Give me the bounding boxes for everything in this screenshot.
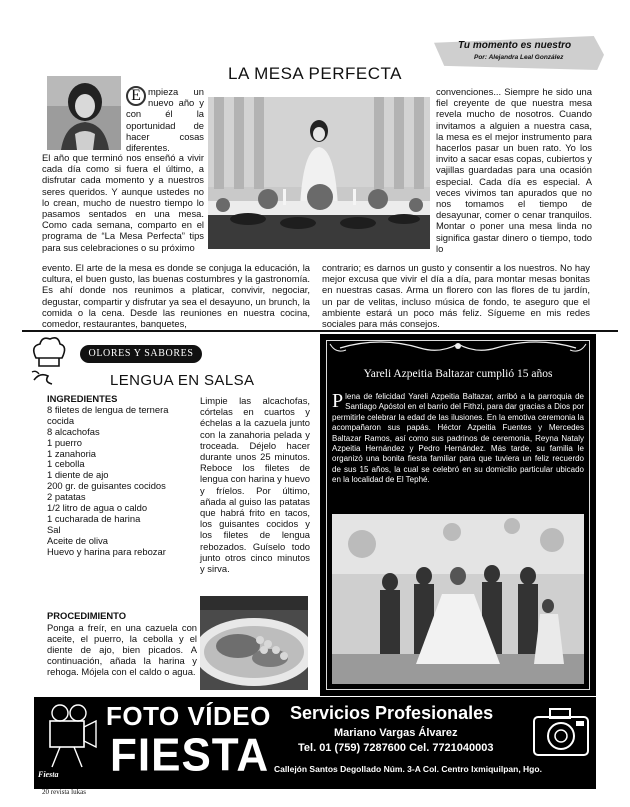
- ingredient-item: 1 cucharada de harina: [47, 512, 141, 524]
- ingredient-item: Huevo y harina para rebozar: [47, 545, 166, 557]
- social-title: Yareli Azpeitia Baltazar cumplió 15 años: [363, 368, 553, 380]
- ingredient-item: 200 gr. de guisantes cocidos: [47, 480, 166, 492]
- article-dropcap: E: [126, 86, 146, 106]
- ingredient-item: 1 cebolla: [47, 458, 85, 470]
- ad-contact-name: Mariano Vargas Álvarez: [334, 727, 458, 739]
- ad-services: Servicios Profesionales: [290, 703, 494, 723]
- ingredient-item: 1 diente de ajo: [47, 469, 109, 481]
- article-paragraph-5: contrario; es darnos un gusto y consentir a los nuestros. No hay mejor excusa que vivir el día a día, para montar mesas bonitas en nuestras casas. Arma un florero con las flores de tu jardín, un par de velitas, incluso música de fondo, te aseguro que el ambiente estará un poco más feliz. Sígueme en mis redes sociales para más consejos.: [322, 262, 590, 330]
- ingredient-item: 2 patatas: [47, 491, 86, 503]
- procedure-text-1: Ponga a freír, en una cazuela con aceite, el puerro, la cebolla y el diente de ajo, bien picados. A continuación, añada la harina y rehoga. Mójela con el caldo o agua.: [47, 621, 197, 677]
- article-paragraph-3: evento. El arte de la mesa es donde se conjuga la educación, la cultura, el buen gusto, las buenas costumbres y la gastronomía. Es ahí donde nos reunimos a platicar, convivir, negociar, degustar, compartir y disfrutar ya sea el desayuno, un brunch, la comida o la cena. Desde las reuniones en nuestra cocina, comedor, restaurantes, banquetes,: [42, 262, 310, 330]
- procedure-section: [47, 611, 197, 677]
- photo-video-ad: [34, 697, 596, 789]
- article-paragraph-2: El año que terminó nos enseñó a vivir cada día como si fuera el último, a disfrutar cada momento y a nuestros seres queridos. Y aunque ustedes no lo crean, mucho de nuestro tiempo lo pasamos sentados en una mesa. Como cada semana, comparto en el programa de “La Mesa Perfecta” tips para sus celebraciones o su próximo: [42, 152, 204, 253]
- page-footer: 20 revista lukas: [42, 788, 86, 796]
- column-byline: Por: Alejandra Leal González: [474, 54, 564, 61]
- article-paragraph-4: convenciones... Siempre he sido una fiel creyente de que nuestra mesa revela mucho de nosotros. Cuando invitamos a alguien a nuestra casa, la mesa es el mejor instrumento para hacerlos pasar un buen rato. Yo los invito a sacar esas copas, cubiertos y vajillas guardadas para una ocasión especial. Cada día es especial. A veces vivimos tan apurados que no nos tomamos el tiempo de desayunar, comer o cenar tranquilos. Montar o poner una mesa linda no significa gastar dinero o tiempo, todo lo: [436, 86, 592, 254]
- ad-phones: Tel. 01 (759) 7287600 Cel. 7721040003: [298, 742, 494, 754]
- column-title: Tu momento es nuestro: [458, 40, 572, 51]
- ad-headline-fiesta: FIESTA: [110, 729, 270, 782]
- author-photo: [47, 76, 121, 150]
- food-photo: [200, 596, 308, 690]
- ingredients-list: [47, 394, 197, 558]
- social-dropcap: P: [332, 390, 344, 412]
- table-setting-photo: [208, 97, 430, 249]
- section-label: OLORES Y SABORES: [80, 345, 202, 363]
- ad-address: Callejón Santos Degollado Núm. 3-A Col. Centro Ixmiquilpan, Hgo.: [274, 764, 542, 774]
- column-banner: [434, 36, 604, 70]
- ingredient-item: 8 filetes de lengua de ternera cocida: [47, 403, 169, 426]
- procedure-heading: PROCEDIMIENTO: [47, 610, 127, 621]
- article-title: LA MESA PERFECTA: [228, 64, 402, 83]
- article-paragraph-1-text: mpieza un nuevo año y con él la oportunidad de hacer cosas diferentes.: [126, 86, 204, 154]
- ingredient-item: Aceite de oliva: [47, 534, 108, 546]
- chef-hat-icon: [30, 336, 66, 386]
- ornament-top-icon: [320, 334, 596, 364]
- ingredient-item: Sal: [47, 523, 61, 535]
- recipe-title: LENGUA EN SALSA: [110, 372, 255, 389]
- section-divider: [22, 330, 618, 332]
- social-announcement: [320, 334, 596, 696]
- ingredient-item: 1 zanahoria: [47, 447, 96, 459]
- procedure-text-2: Limpie las alcachofas, córtelas en cuartos y échelas a la cazuela junto con la zanahoria pelada y troceada. Déjelo hacer durante unos 25 minutos. Reboce los filetes de lengua con harina y huevo y fríelos. Por último, añada al guiso las patatas que habrá frito en tacos, los guisantes cocidos y los filetes de lengua rebozados. Guíselo todo junto otros cinco minutos y sirva.: [200, 395, 310, 575]
- ingredient-item: 1/2 litro de agua o caldo: [47, 502, 148, 514]
- film-camera-icon: [40, 703, 100, 769]
- ad-brand-script: Fiesta: [38, 770, 59, 779]
- ingredient-item: 8 alcachofas: [47, 425, 100, 437]
- social-body-text: lena de felicidad Yareli Azpeitia Baltazar, arribó a la parroquia de Santiago Apóstol en el barrio del Fithzi, para dar gracias a Dios por permitirle celebrar la edad de las ilusiones. En la emotiva ceremonia la acompañaron sus papás. Héctor Azpeitia Fuentes y Mercedes Baltazar Ramos, así como sus padrinos de ceremonia, Reyna Nataly Azpeitia Hernández y Pedro Hernández. Más tarde, su familia le organizó una bonita fiesta familiar para que tuviera un feliz recuerdo de sus 15 años, la cual se celebró en su domicilio particular ubicado en la localidad de El Tephé.: [332, 392, 584, 485]
- ingredients-heading: INGREDIENTES: [47, 393, 118, 404]
- quinceanera-photo: [332, 514, 584, 684]
- social-body: [332, 392, 584, 486]
- photo-camera-icon: [530, 701, 592, 763]
- article-paragraph-1: [126, 86, 204, 153]
- ad-headline: FOTO VÍDEO: [106, 701, 271, 731]
- ingredient-item: 1 puerro: [47, 436, 82, 448]
